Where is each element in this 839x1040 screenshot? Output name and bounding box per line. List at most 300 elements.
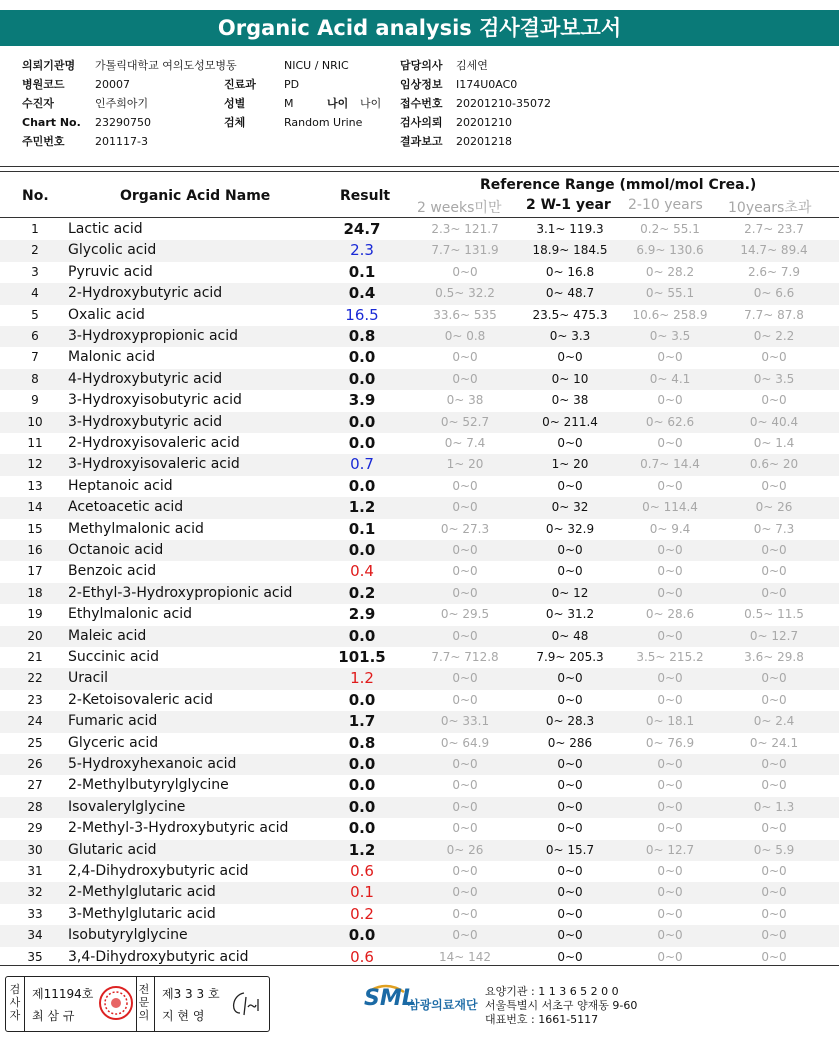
range-10y-plus: 0~0	[761, 928, 787, 943]
patient-label: 수진자	[22, 97, 54, 110]
range-2weeks: 0~0	[452, 478, 478, 493]
table-row	[0, 476, 839, 497]
result-value: 0.6	[350, 862, 374, 880]
table-row	[0, 240, 839, 261]
row-number: 32	[27, 885, 43, 900]
table-row	[0, 690, 839, 711]
result-value: 1.2	[348, 840, 376, 859]
acid-name: Oxalic acid	[68, 306, 145, 323]
acid-name: 2,4-Dihydroxybutyric acid	[68, 863, 249, 879]
range-2-10y: 3.5~ 215.2	[636, 650, 704, 664]
range-2weeks: 0~0	[452, 864, 478, 878]
table-row	[0, 583, 839, 604]
range-10y-plus: 0~0	[761, 564, 787, 579]
acid-name: 3-Hydroxybutyric acid	[68, 413, 223, 430]
tester-license: 제11194호	[32, 987, 94, 1001]
range-10y-plus: 0~ 1.4	[753, 436, 795, 450]
acid-name: Benzoic acid	[68, 563, 157, 580]
row-number: 4	[31, 286, 39, 301]
acid-name: Uracil	[68, 670, 109, 687]
range-2weeks: 0~ 29.5	[440, 607, 490, 622]
range-2-10y: 0~ 18.1	[645, 714, 695, 729]
result-value: 1.2	[350, 669, 374, 688]
acid-name: 3-Hydroxyisovaleric acid	[68, 456, 240, 473]
range-2w-1y: 0~ 10	[551, 371, 589, 386]
divider	[0, 171, 839, 172]
range-2w-1y: 0~ 28.3	[545, 714, 595, 729]
range-2w-1y: 18.9~ 184.5	[532, 243, 608, 258]
result-value: 16.5	[345, 305, 379, 324]
tester-vertical-label: 검 사 자	[9, 983, 21, 1022]
range-2-10y: 6.9~ 130.6	[636, 243, 704, 258]
table-row	[0, 540, 839, 561]
result-value: 0.0	[348, 926, 376, 945]
range-2-10y: 0~0	[657, 585, 683, 600]
table-row	[0, 754, 839, 775]
dept-label: 진료과	[224, 78, 256, 91]
range-10y-plus: 0~ 26	[755, 500, 793, 515]
specialist-license: 제3 3 3 호	[162, 987, 220, 1001]
range-10y-plus: 0.6~ 20	[749, 457, 799, 472]
row-number: 26	[27, 757, 43, 771]
row-number: 5	[31, 307, 39, 322]
org-name: 삼광의료재단	[408, 998, 478, 1012]
result-value: 0.0	[348, 690, 376, 709]
hospital-code-value: 20007	[95, 78, 130, 91]
range-10y-plus: 2.6~ 7.9	[747, 264, 801, 279]
receipt-value: 20201210-35072	[456, 97, 551, 110]
table-row	[0, 519, 839, 540]
range-10y-plus: 0~ 5.9	[753, 842, 795, 857]
range-2weeks: 0~0	[452, 628, 478, 643]
result-value: 0.1	[348, 519, 376, 538]
table-row	[0, 797, 839, 818]
range-2weeks: 0~0	[452, 350, 478, 365]
result-value: 0.0	[348, 348, 376, 367]
range-2weeks: 0~0	[452, 821, 478, 836]
request-label: 검사의뢰	[400, 116, 443, 129]
acid-name: 3-Methylglutaric acid	[68, 905, 216, 922]
range-2weeks: 0~ 7.4	[444, 436, 486, 450]
range-10y-plus: 0.5~ 11.5	[744, 607, 804, 622]
range-2weeks: 0~ 27.3	[440, 521, 490, 536]
acid-name: Octanoic acid	[68, 542, 164, 558]
row-number: 27	[27, 778, 43, 793]
range-2w-1y: 7.9~ 205.3	[536, 650, 604, 664]
range-2w-1y: 1~ 20	[551, 457, 589, 472]
row-number: 1	[31, 222, 39, 236]
range-2-10y: 0~0	[657, 799, 683, 814]
range-2-10y: 0.2~ 55.1	[640, 222, 700, 236]
acid-name: Methylmalonic acid	[68, 520, 204, 537]
acid-name: 2-Hydroxyisovaleric acid	[68, 435, 240, 451]
range-2weeks: 0~0	[452, 371, 478, 386]
header-no: No.	[22, 188, 49, 204]
range-2weeks: 7.7~ 712.8	[431, 650, 499, 664]
table-row	[0, 647, 839, 668]
range-2-10y: 0~ 55.1	[645, 286, 695, 301]
table-row	[0, 861, 839, 882]
acid-name: Glycolic acid	[68, 242, 157, 259]
row-number: 8	[31, 371, 39, 386]
range-2w-1y: 0~ 48.7	[545, 286, 595, 301]
row-number: 20	[27, 628, 43, 643]
acid-name: 2-Hydroxybutyric acid	[68, 285, 223, 302]
org-code: 요양기관 : 1 1 3 6 5 2 0 0	[485, 985, 619, 998]
range-2-10y: 0~0	[657, 393, 683, 408]
range-2-10y: 0~ 28.2	[645, 264, 695, 279]
range-2-10y: 0~0	[657, 436, 683, 450]
range-10y-plus: 0~ 2.2	[753, 329, 795, 343]
table-row	[0, 840, 839, 861]
row-number: 19	[27, 607, 43, 622]
sex-label: 성별	[224, 97, 246, 110]
range-2weeks: 1~ 20	[446, 457, 484, 472]
range-10y-plus: 0~ 12.7	[749, 628, 799, 643]
table-row	[0, 219, 839, 240]
result-value: 2.9	[348, 605, 376, 624]
acid-name: Succinic acid	[68, 649, 160, 665]
specialist-name: 지 현 영	[162, 1009, 205, 1023]
range-2w-1y: 0~0	[557, 885, 583, 900]
result-value: 3.9	[348, 391, 376, 410]
range-2weeks: 0~ 52.7	[440, 414, 490, 429]
range-2-10y: 0.7~ 14.4	[640, 457, 700, 472]
row-number: 34	[27, 928, 43, 943]
result-value: 0.2	[348, 583, 376, 602]
row-number: 3	[31, 264, 39, 279]
range-10y-plus: 2.7~ 23.7	[744, 222, 804, 236]
range-2-10y: 0~ 114.4	[642, 500, 698, 515]
acid-name: Maleic acid	[68, 627, 147, 644]
range-2-10y: 0~0	[657, 928, 683, 943]
result-value: 0.8	[348, 733, 376, 752]
acid-name: Glyceric acid	[68, 734, 159, 751]
result-value: 24.7	[343, 220, 381, 238]
range-2w-1y: 0~ 38	[551, 393, 589, 408]
range-2-10y: 0~0	[657, 778, 683, 793]
tester-name: 최 삼 규	[32, 1009, 75, 1023]
table-row	[0, 626, 839, 647]
table-row	[0, 882, 839, 903]
range-10y-plus: 0~ 1.3	[753, 799, 795, 814]
range-2w-1y: 0~0	[557, 778, 583, 793]
table-row	[0, 347, 839, 368]
acid-name: Isovalerylglycine	[68, 798, 186, 815]
range-10y-plus: 0~0	[761, 478, 787, 493]
result-value: 0.7	[350, 455, 374, 474]
acid-name: 3-Hydroxypropionic acid	[68, 328, 239, 344]
table-row	[0, 433, 839, 454]
range-2w-1y: 0~ 15.7	[545, 842, 595, 857]
range-10y-plus: 0~ 6.6	[753, 286, 795, 301]
range-2-10y: 0~ 76.9	[645, 735, 695, 750]
specimen-label: 검체	[224, 116, 246, 129]
result-value: 0.1	[350, 883, 374, 902]
dept-value: PD	[284, 78, 300, 91]
signature-box	[5, 976, 270, 1032]
range-2weeks: 0~0	[452, 500, 478, 515]
table-row	[0, 283, 839, 304]
range-2weeks: 14~ 142	[438, 949, 492, 964]
result-value: 0.0	[348, 776, 376, 795]
row-number: 18	[27, 585, 43, 600]
table-row	[0, 390, 839, 411]
acid-name: 2-Ketoisovaleric acid	[68, 691, 214, 708]
chart-label: Chart No.	[22, 116, 81, 129]
row-number: 9	[31, 393, 39, 408]
range-2w-1y: 0~0	[557, 478, 583, 493]
report-value: 20201218	[456, 135, 512, 148]
table-row	[0, 305, 839, 326]
range-2weeks: 0~0	[452, 543, 478, 557]
hospital-code-label: 병원코드	[22, 78, 65, 91]
acid-name: Acetoacetic acid	[68, 499, 184, 516]
clinical-info-value: I174U0AC0	[456, 78, 518, 91]
range-2-10y: 10.6~ 258.9	[632, 307, 708, 322]
row-number: 25	[27, 735, 43, 750]
acid-name: Ethylmalonic acid	[68, 606, 193, 623]
table-row	[0, 262, 839, 283]
range-2w-1y: 0~0	[557, 692, 583, 707]
org-phone: 대표번호 : 1661-5117	[485, 1013, 599, 1026]
row-number: 23	[27, 692, 43, 707]
range-10y-plus: 0~0	[761, 393, 787, 408]
range-2weeks: 0~0	[452, 264, 478, 279]
sex-value: M	[284, 97, 294, 110]
row-number: 22	[27, 671, 43, 686]
specialist-vertical-label: 전 문 의	[138, 983, 150, 1022]
range-2-10y: 0~0	[657, 864, 683, 878]
range-2w-1y: 0~0	[557, 350, 583, 365]
result-value: 1.2	[348, 498, 376, 517]
range-2-10y: 0~0	[657, 628, 683, 643]
row-number: 28	[27, 799, 43, 814]
acid-name: Pyruvic acid	[68, 263, 153, 280]
range-10y-plus: 0~ 40.4	[749, 414, 799, 429]
range-2w-1y: 0~0	[557, 821, 583, 836]
row-number: 2	[31, 243, 39, 258]
table-row	[0, 668, 839, 689]
range-2weeks: 0~0	[452, 799, 478, 814]
range-10y-plus: 0~0	[761, 864, 787, 878]
range-10y-plus: 0~ 3.5	[753, 371, 795, 386]
header-group-4: 10years초과	[728, 200, 812, 216]
range-2w-1y: 0~ 31.2	[545, 607, 595, 622]
range-2weeks: 0~0	[452, 564, 478, 579]
age-label: 나이	[327, 97, 349, 110]
range-2w-1y: 0~0	[557, 757, 583, 771]
range-2weeks: 0~0	[452, 757, 478, 771]
range-2w-1y: 3.1~ 119.3	[536, 222, 604, 236]
patient-value: 인주희아기	[95, 97, 149, 110]
age-value: 나이	[360, 97, 382, 110]
institution-label: 의뢰기관명	[22, 59, 76, 72]
range-2weeks: 0~0	[452, 885, 478, 900]
range-2w-1y: 0~ 211.4	[542, 414, 598, 429]
report-title: Organic Acid analysis 검사결과보고서	[0, 10, 839, 46]
range-2weeks: 0~ 0.8	[444, 329, 486, 343]
table-row	[0, 904, 839, 925]
table-row	[0, 497, 839, 518]
range-10y-plus: 0~0	[761, 821, 787, 836]
header-group-1: 2 weeks미만	[417, 200, 502, 216]
row-number: 6	[31, 329, 39, 343]
table-row	[0, 818, 839, 839]
range-2w-1y: 0~ 16.8	[545, 264, 595, 279]
range-10y-plus: 0~0	[761, 585, 787, 600]
header-name: Organic Acid Name	[120, 188, 271, 204]
table-row	[0, 326, 839, 347]
clinical-info-label: 임상정보	[400, 78, 443, 91]
range-10y-plus: 0~0	[761, 885, 787, 900]
table-row	[0, 925, 839, 946]
receipt-label: 접수번호	[400, 97, 443, 110]
row-number: 11	[27, 436, 43, 450]
range-2-10y: 0~0	[657, 478, 683, 493]
table-row	[0, 604, 839, 625]
header-divider	[0, 217, 839, 218]
range-2weeks: 0~0	[452, 928, 478, 943]
range-2weeks: 0~0	[452, 692, 478, 707]
result-value: 0.0	[348, 541, 376, 559]
report-label: 결과보고	[400, 135, 443, 148]
result-value: 0.4	[348, 284, 376, 303]
range-2-10y: 0~ 9.4	[649, 521, 691, 536]
range-10y-plus: 0~ 7.3	[753, 521, 795, 536]
doctor-value: 김세연	[456, 59, 488, 72]
result-value: 0.6	[350, 947, 374, 966]
range-2-10y: 0~ 28.6	[645, 607, 695, 622]
range-2w-1y: 0~ 12	[551, 585, 589, 600]
range-10y-plus: 14.7~ 89.4	[740, 243, 808, 258]
range-2-10y: 0~0	[657, 692, 683, 707]
row-number: 35	[27, 949, 43, 964]
range-2-10y: 0~0	[657, 543, 683, 557]
range-10y-plus: 0~0	[761, 906, 787, 921]
row-number: 33	[27, 906, 43, 921]
range-2weeks: 0~ 64.9	[440, 735, 490, 750]
range-10y-plus: 0~0	[761, 757, 787, 771]
specimen-value: Random Urine	[284, 116, 363, 129]
row-number: 13	[27, 478, 43, 493]
chart-value: 23290750	[95, 116, 151, 129]
request-value: 20201210	[456, 116, 512, 129]
range-10y-plus: 0~0	[761, 350, 787, 365]
range-2-10y: 0~ 4.1	[649, 371, 691, 386]
divider	[0, 166, 839, 167]
result-value: 0.0	[348, 434, 376, 452]
row-number: 29	[27, 821, 43, 836]
result-value: 0.0	[348, 476, 376, 495]
range-2weeks: 0~0	[452, 778, 478, 793]
row-number: 12	[27, 457, 43, 472]
header-group-2: 2 W-1 year	[526, 197, 611, 213]
acid-name: 2-Methyl-3-Hydroxybutyric acid	[68, 820, 289, 837]
range-2-10y: 0~0	[657, 564, 683, 579]
result-value: 0.1	[348, 262, 376, 281]
range-2w-1y: 0~0	[557, 436, 583, 450]
range-2w-1y: 0~0	[557, 864, 583, 878]
table-row	[0, 711, 839, 732]
result-value: 0.0	[348, 819, 376, 838]
range-2w-1y: 0~ 3.3	[549, 329, 591, 343]
table-row	[0, 369, 839, 390]
range-2w-1y: 0~0	[557, 543, 583, 557]
range-2-10y: 0~ 62.6	[645, 414, 695, 429]
range-2w-1y: 0~ 32	[551, 500, 589, 515]
range-10y-plus: 0~ 2.4	[753, 714, 795, 729]
acid-name: Isobutyrylglycine	[68, 927, 188, 944]
range-2-10y: 0~0	[657, 949, 683, 964]
range-2weeks: 33.6~ 535	[433, 307, 497, 322]
acid-name: 4-Hydroxybutyric acid	[68, 370, 223, 387]
row-number: 14	[27, 500, 43, 515]
logo-text: SML	[364, 986, 416, 1011]
result-value: 1.7	[348, 712, 376, 731]
header-result: Result	[340, 188, 391, 204]
acid-name: Glutaric acid	[68, 841, 157, 858]
range-2-10y: 0~ 3.5	[649, 329, 691, 343]
resident-value: 201117-3	[95, 135, 148, 148]
acid-name: 5-Hydroxyhexanoic acid	[68, 756, 237, 772]
acid-name: Lactic acid	[68, 221, 143, 237]
header-group-3: 2-10 years	[628, 197, 703, 213]
range-2-10y: 0~ 12.7	[645, 842, 695, 857]
range-10y-plus: 0~0	[761, 692, 787, 707]
range-10y-plus: 0~0	[761, 949, 787, 964]
range-2w-1y: 0~0	[557, 671, 583, 686]
acid-name: 3,4-Dihydroxybutyric acid	[68, 948, 249, 965]
result-value: 0.4	[350, 562, 374, 581]
table-row	[0, 454, 839, 475]
range-2-10y: 0~0	[657, 350, 683, 365]
header-reference: Reference Range (mmol/mol Crea.)	[480, 177, 757, 193]
acid-name: 2-Methylglutaric acid	[68, 884, 216, 901]
table-row	[0, 561, 839, 582]
range-2w-1y: 0~0	[557, 906, 583, 921]
table-row	[0, 412, 839, 433]
result-value: 0.0	[348, 626, 376, 645]
range-2-10y: 0~0	[657, 757, 683, 771]
acid-name: 2-Methylbutyrylglycine	[68, 777, 229, 794]
row-number: 10	[27, 414, 43, 429]
acid-name: Heptanoic acid	[68, 477, 173, 494]
row-number: 21	[27, 650, 43, 664]
range-2w-1y: 0~0	[557, 949, 583, 964]
row-number: 17	[27, 564, 43, 579]
range-2w-1y: 0~ 48	[551, 628, 589, 643]
range-2-10y: 0~0	[657, 671, 683, 686]
result-value: 0.2	[350, 904, 374, 923]
table-row	[0, 733, 839, 754]
footer-divider	[0, 965, 839, 966]
range-2weeks: 7.7~ 131.9	[431, 243, 499, 258]
row-number: 7	[31, 350, 39, 365]
resident-label: 주민번호	[22, 135, 65, 148]
range-2weeks: 0~ 33.1	[440, 714, 490, 729]
doctor-label: 담당의사	[400, 59, 443, 72]
range-10y-plus: 7.7~ 87.8	[744, 307, 804, 322]
org-info	[485, 985, 637, 1027]
result-value: 2.3	[350, 241, 374, 260]
row-number: 15	[27, 521, 43, 536]
range-10y-plus: 0~ 24.1	[749, 735, 799, 750]
range-2weeks: 0~0	[452, 585, 478, 600]
range-2w-1y: 0~ 32.9	[545, 521, 595, 536]
range-2weeks: 0~ 26	[446, 842, 484, 857]
range-2w-1y: 23.5~ 475.3	[532, 307, 608, 322]
